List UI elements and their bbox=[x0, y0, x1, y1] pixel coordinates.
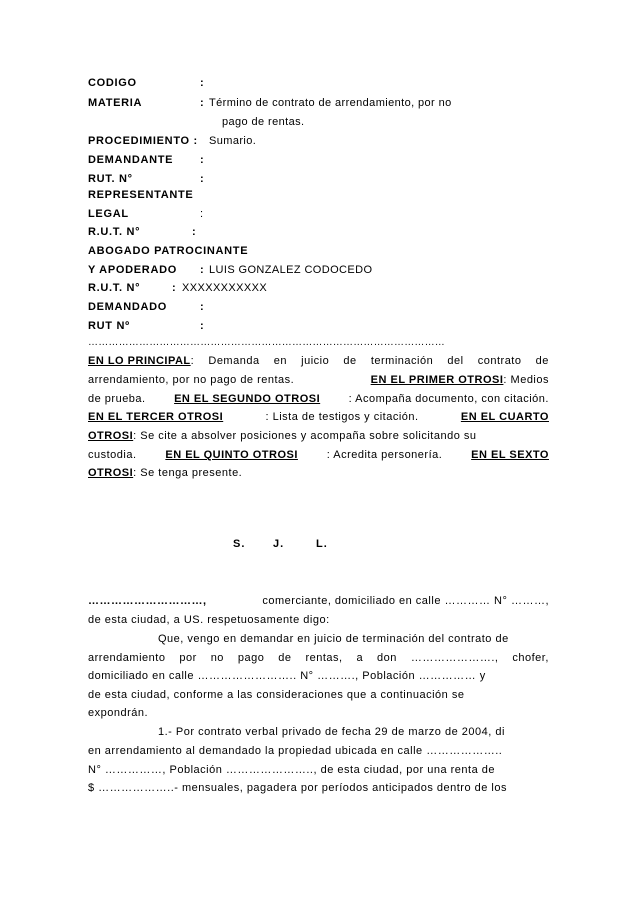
rut3-value: XXXXXXXXXXX bbox=[182, 282, 268, 294]
procedimiento-label: PROCEDIMIENTO : bbox=[88, 135, 198, 147]
text: de prueba. bbox=[88, 393, 146, 405]
summary-line-5 bbox=[88, 429, 477, 443]
text: Demanda bbox=[208, 355, 260, 367]
text: arrendamiento, por no pago de rentas. bbox=[88, 374, 295, 386]
text: juicio bbox=[301, 355, 330, 367]
colon: : bbox=[200, 154, 204, 166]
text: : Acredita personería. bbox=[326, 449, 443, 461]
text: de bbox=[278, 652, 292, 664]
materia-label: MATERIA bbox=[88, 97, 143, 109]
text: : Acompaña documento, con citación. bbox=[348, 393, 549, 405]
plaintiff-blank: …………………………, bbox=[88, 595, 207, 607]
colon: : bbox=[200, 97, 204, 109]
sexto-otrosi-heading-cont: OTROSI bbox=[88, 467, 134, 479]
colon: : bbox=[200, 320, 204, 332]
codigo-label: CODIGO bbox=[88, 77, 137, 89]
text: : Medios bbox=[503, 374, 549, 386]
representante-label: REPRESENTANTE bbox=[88, 189, 194, 201]
rut2-label: R.U.T. N° bbox=[88, 226, 141, 238]
text: de bbox=[535, 355, 549, 367]
rut4-label: RUT Nº bbox=[88, 320, 130, 332]
quinto-otrosi-heading: EN EL QUINTO OTROSI bbox=[165, 449, 298, 461]
text: de bbox=[343, 355, 357, 367]
text: no bbox=[210, 652, 224, 664]
body-line-6: de esta ciudad, conforme a las consideraciones que a continuación se bbox=[88, 689, 465, 701]
materia-value-cont: pago de rentas. bbox=[222, 116, 305, 128]
abogado-value: LUIS GONZALEZ CODOCEDO bbox=[209, 264, 373, 276]
body-line-7: expondrán. bbox=[88, 707, 149, 719]
colon: : bbox=[200, 173, 204, 185]
summary-line-1 bbox=[88, 354, 549, 368]
text: rentas, bbox=[305, 652, 343, 664]
rut-label: RUT. N° bbox=[88, 173, 133, 185]
body-line-4 bbox=[88, 651, 549, 665]
text: …………………., bbox=[410, 652, 499, 664]
text: : Se cite a absolver posiciones y acompaña sobre solicitando su bbox=[133, 430, 477, 442]
cuarto-otrosi-heading: EN EL CUARTO bbox=[460, 411, 549, 423]
text: a bbox=[356, 652, 364, 664]
colon: : bbox=[200, 264, 204, 276]
colon: : bbox=[172, 282, 176, 294]
text: terminación bbox=[370, 355, 434, 367]
materia-value: Término de contrato de arrendamiento, por no bbox=[209, 97, 452, 109]
principal-heading: EN LO PRINCIPAL bbox=[88, 355, 191, 367]
legal-label: LEGAL bbox=[88, 208, 129, 220]
text: en bbox=[273, 355, 287, 367]
salutation-j: J. bbox=[273, 538, 285, 550]
cuarto-otrosi-heading-cont: OTROSI bbox=[88, 430, 134, 442]
body-line-10: N° ……………, Población ………………….., de esta ciudad, por una renta de bbox=[88, 764, 495, 776]
colon: : bbox=[192, 226, 196, 238]
colon: : bbox=[200, 301, 204, 313]
apoderado-label: Y APODERADO bbox=[88, 264, 177, 276]
segundo-otrosi-heading: EN EL SEGUNDO OTROSI bbox=[174, 393, 321, 405]
text: custodia. bbox=[88, 449, 137, 461]
sexto-otrosi-heading: EN EL SEXTO bbox=[471, 449, 549, 461]
colon: : bbox=[200, 208, 204, 220]
procedimiento-value: Sumario. bbox=[209, 135, 257, 147]
text: arrendamiento bbox=[88, 652, 166, 664]
text: Que, vengo en demandar en juicio de terminación del contrato de bbox=[158, 633, 509, 645]
colon: : bbox=[200, 77, 204, 89]
text: del bbox=[447, 355, 464, 367]
body-line-11: $ ………………..- mensuales, pagadera por períodos anticipados dentro de los bbox=[88, 782, 507, 794]
text: chofer, bbox=[512, 652, 549, 664]
body-line-8: 1.- Por contrato verbal privado de fecha 29 de marzo de 2004, di bbox=[158, 726, 505, 738]
abogado-label: ABOGADO PATROCINANTE bbox=[88, 245, 249, 257]
summary-line-2 bbox=[88, 373, 549, 387]
salutation-l: L. bbox=[316, 538, 328, 550]
salutation-s: S. bbox=[233, 538, 246, 550]
body-line-2: de esta ciudad, a US. respetuosamente digo: bbox=[88, 614, 330, 626]
body-line-5: domiciliado en calle …………………….. N° ………., Población …………… y bbox=[88, 670, 486, 682]
text: : Lista de testigos y citación. bbox=[265, 411, 419, 423]
rut3-label: R.U.T. N° bbox=[88, 282, 141, 294]
summary-line-4 bbox=[88, 410, 549, 424]
text: comerciante, domiciliado en calle ………… N° ………, bbox=[262, 595, 549, 607]
demandante-label: DEMANDANTE bbox=[88, 154, 174, 166]
text: : bbox=[190, 355, 195, 367]
dotted-separator: …………………………………………………………………………………………… bbox=[88, 337, 445, 348]
body-line-1 bbox=[88, 594, 549, 608]
body-line-3 bbox=[158, 632, 549, 646]
text: : Se tenga presente. bbox=[133, 467, 243, 479]
primer-otrosi-heading: EN EL PRIMER OTROSI bbox=[370, 374, 504, 386]
text: contrato bbox=[477, 355, 522, 367]
tercer-otrosi-heading: EN EL TERCER OTROSI bbox=[88, 411, 224, 423]
text: por bbox=[179, 652, 197, 664]
text: pago bbox=[237, 652, 265, 664]
body-line-9: en arrendamiento al demandado la propiedad ubicada en calle ……………….. bbox=[88, 745, 503, 757]
summary-line-6 bbox=[88, 448, 549, 462]
demandado-label: DEMANDADO bbox=[88, 301, 168, 313]
summary-line-7 bbox=[88, 466, 242, 480]
text: don bbox=[377, 652, 397, 664]
summary-line-3 bbox=[88, 392, 549, 406]
